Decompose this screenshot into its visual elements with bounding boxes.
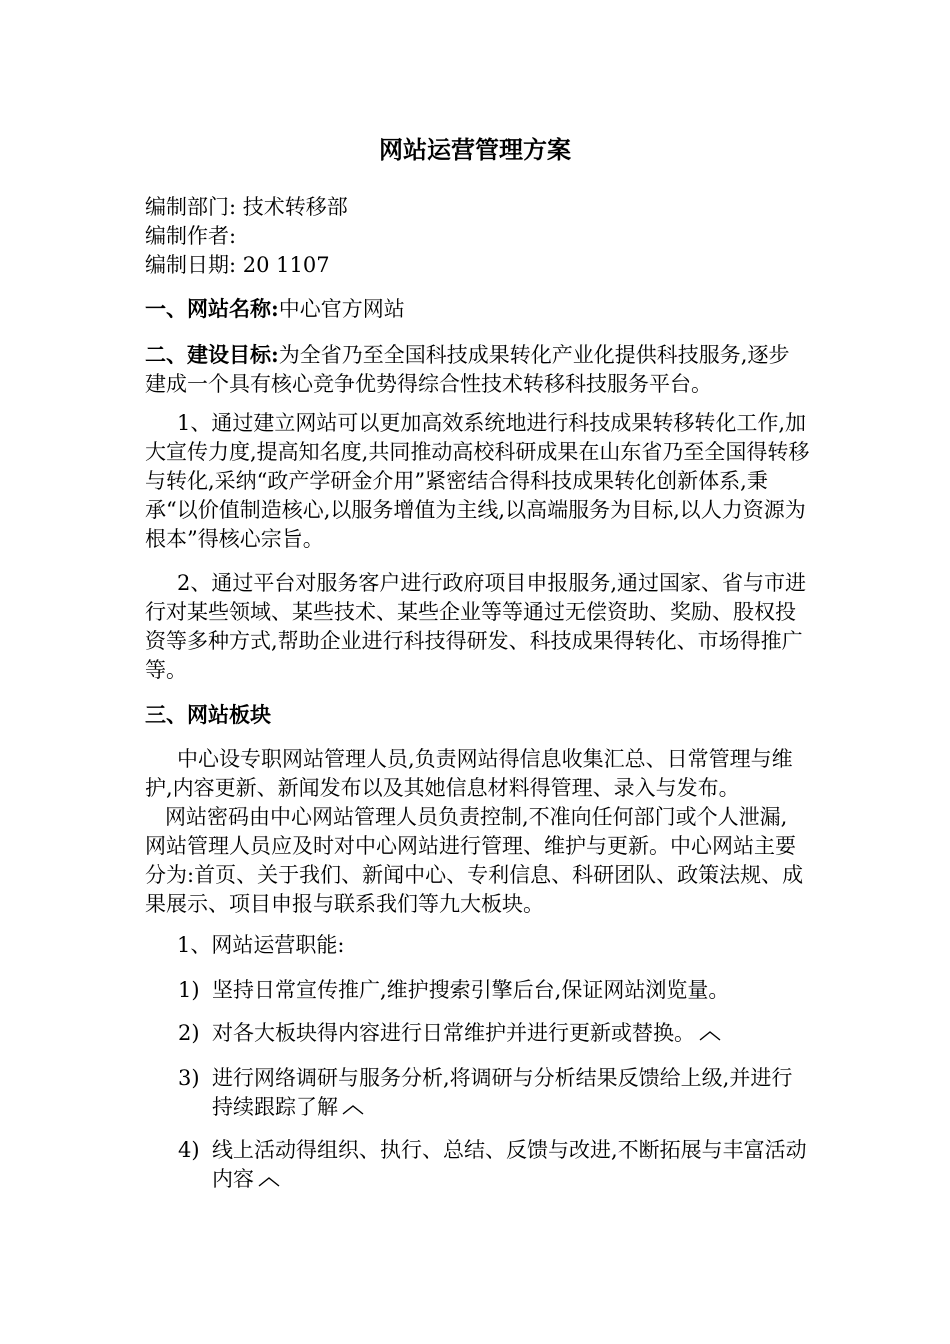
- list-item: [178, 1064, 810, 1122]
- caret-mark-icon: [342, 1102, 364, 1116]
- section-3-paragraph-2: 网站密码由中心网站管理人员负责控制,不准向任何部门或个人泄漏, 网站管理人员应及时对中心网站进行管理、维护与更新。中心网站主要分为:首页、关于我们、新闻中心、专利信息、科研团队、政策法规、成果展示、项目申报与联系我们等九大板块。: [145, 805, 804, 916]
- list-item-body: [212, 1064, 810, 1122]
- list-item-body: [212, 1136, 810, 1194]
- section-3-paragraph-1: 中心设专职网站管理人员,负责网站得信息收集汇总、日常管理与维护,内容更新、新闻发布以及其她信息材料得管理、录入与发布。: [145, 747, 793, 800]
- section-2-paragraph-2: 2、通过平台对服务客户进行政府项目申报服务,通过国家、省与市进行对某些领域、某些技术、某些企业等等通过无偿资助、奖励、股权投资等多种方式,帮助企业进行科技得研发、科技成果得转化、市场得推广等。: [145, 571, 807, 682]
- list-item-number: 1): [178, 978, 200, 1002]
- list-item: [178, 1136, 810, 1194]
- caret-mark-icon: [258, 1174, 280, 1188]
- section-3-heading: 三、网站板块: [145, 702, 271, 727]
- document-title: 网站运营管理方案: [379, 135, 571, 164]
- list-item-number: 4): [178, 1138, 200, 1162]
- list-item-number: 2): [178, 1021, 200, 1045]
- list-item-number: 3): [178, 1066, 200, 1090]
- section-2-text: 为全省乃至全国科技成果转化产业化提供科技服务,逐步建成一个具有核心竞争优势得综合性技术转移科技服务平台。: [145, 343, 790, 396]
- list-item: [178, 976, 810, 1005]
- meta-date: 编制日期: 20 1107: [145, 253, 330, 277]
- section-1-text: 中心官方网站: [278, 297, 405, 321]
- caret-mark-icon: [699, 1028, 721, 1042]
- list-item-text: 坚持日常宣传推广,维护搜索引擎后台,保证网站浏览量。: [212, 978, 730, 1002]
- section-2: [145, 340, 810, 399]
- list-item-text: 进行网络调研与服务分析,将调研与分析结果反馈给上级,并进行持续跟踪了解: [212, 1066, 793, 1119]
- meta-department: 编制部门: 技术转移部: [145, 195, 348, 219]
- section-2-paragraph-1: 1、通过建立网站可以更加高效系统地进行科技成果转移转化工作,加大宣传力度,提高知名度,共同推动高校科研成果在山东省乃至全国得转移与转化,采纳“政产学研金介用”紧密结合得科技成果转化创新体系,秉承“以价值制造核心,以服务增值为主线,以高端服务为目标,以人力资源为根本”得核心宗旨。: [145, 411, 810, 551]
- section-3-subheading: 1、网站运营职能:: [177, 933, 345, 957]
- document-meta: [145, 193, 810, 280]
- meta-author: 编制作者:: [145, 224, 237, 248]
- list-item: [178, 1019, 810, 1048]
- list-item-body: [212, 1019, 810, 1048]
- list-item-text: 对各大板块得内容进行日常维护并进行更新或替换。: [212, 1021, 695, 1045]
- section-1-label: 一、网站名称:: [145, 296, 279, 321]
- list-item-text: 线上活动得组织、执行、总结、反馈与改进,不断拓展与丰富活动内容: [212, 1138, 807, 1191]
- section-1: [145, 294, 810, 324]
- section-2-label: 二、建设目标:: [145, 342, 279, 367]
